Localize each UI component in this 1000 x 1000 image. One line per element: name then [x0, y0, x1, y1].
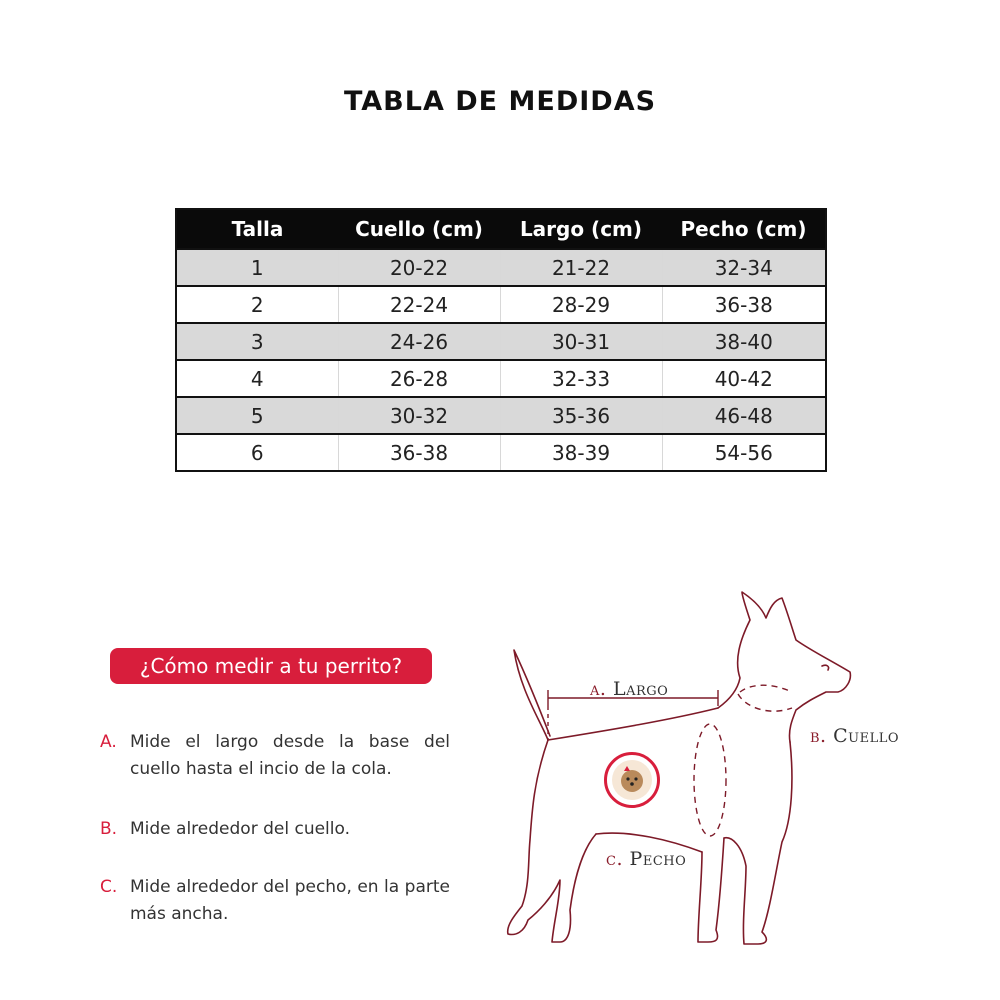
cell-talla: 3 — [176, 323, 338, 360]
label-cuello-letter: b. — [810, 725, 827, 747]
step-text: Mide alrededor del cuello. — [130, 819, 351, 839]
table-row — [176, 286, 826, 323]
step-item-c — [100, 874, 450, 928]
step-text: Mide alrededor del pecho, en la parte más ancha. — [130, 877, 450, 924]
page-title: TABLA DE MEDIDAS — [343, 86, 657, 117]
brand-seal-icon — [604, 752, 660, 808]
cell-talla: 2 — [176, 286, 338, 323]
cell-talla: 4 — [176, 360, 338, 397]
cell-talla: 5 — [176, 397, 338, 434]
table-row — [176, 249, 826, 286]
label-pecho-letter: c. — [606, 848, 623, 870]
table-row — [176, 434, 826, 471]
howto-heading: ¿Cómo medir a tu perrito? — [139, 654, 403, 678]
label-largo-word: Largo — [612, 678, 669, 700]
header-largo: Largo (cm) — [500, 209, 662, 249]
label-pecho — [606, 848, 686, 870]
table-row — [176, 323, 826, 360]
cell-pecho: 36-38 — [662, 286, 826, 323]
cell-cuello: 20-22 — [338, 249, 500, 286]
header-talla: Talla — [176, 209, 338, 249]
cell-cuello: 22-24 — [338, 286, 500, 323]
dog-outline-icon — [470, 580, 890, 960]
step-item-a — [100, 729, 450, 783]
cell-cuello: 36-38 — [338, 434, 500, 471]
size-table — [175, 208, 827, 472]
step-text: Mide el largo desde la base del cuello hasta el incio de la cola. — [130, 732, 450, 779]
step-letter: B. — [100, 819, 118, 839]
howto-heading-badge — [110, 648, 432, 684]
cell-largo: 28-29 — [500, 286, 662, 323]
cell-cuello: 24-26 — [338, 323, 500, 360]
cell-pecho: 38-40 — [662, 323, 826, 360]
step-letter: A. — [100, 732, 117, 752]
label-largo — [590, 678, 668, 700]
cell-pecho: 32-34 — [662, 249, 826, 286]
dog-face-icon — [607, 755, 657, 805]
cell-largo: 35-36 — [500, 397, 662, 434]
cell-cuello: 30-32 — [338, 397, 500, 434]
table-row — [176, 397, 826, 434]
step-item-b — [100, 816, 450, 843]
cell-talla: 1 — [176, 249, 338, 286]
cell-largo: 30-31 — [500, 323, 662, 360]
table-row — [176, 360, 826, 397]
cell-talla: 6 — [176, 434, 338, 471]
label-cuello-word: Cuello — [833, 725, 900, 747]
label-cuello — [810, 725, 899, 747]
label-pecho-word: Pecho — [629, 848, 687, 870]
cell-pecho: 54-56 — [662, 434, 826, 471]
cell-cuello: 26-28 — [338, 360, 500, 397]
header-pecho: Pecho (cm) — [662, 209, 826, 249]
table-header-row — [176, 209, 826, 249]
label-largo-letter: a. — [590, 678, 607, 700]
cell-largo: 32-33 — [500, 360, 662, 397]
cell-largo: 21-22 — [500, 249, 662, 286]
cell-pecho: 40-42 — [662, 360, 826, 397]
cell-pecho: 46-48 — [662, 397, 826, 434]
step-letter: C. — [100, 877, 118, 897]
cell-largo: 38-39 — [500, 434, 662, 471]
header-cuello: Cuello (cm) — [338, 209, 500, 249]
